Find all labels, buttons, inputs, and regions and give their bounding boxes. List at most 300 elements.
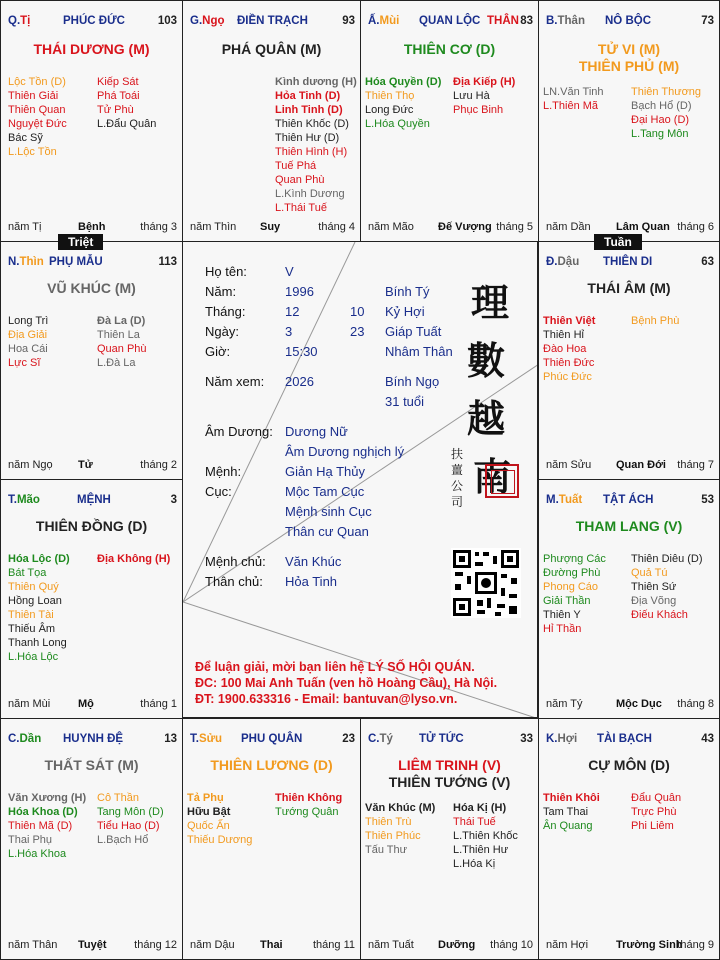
star-item: Thiên Sứ	[631, 581, 677, 593]
footer-year: năm Thân	[8, 939, 58, 951]
palace-dau	[538, 241, 720, 480]
star-item: L.Thiên Mã	[543, 100, 599, 112]
palace-age-number: 93	[342, 15, 355, 27]
palace-branch-label	[190, 15, 225, 27]
palace-branch-label	[546, 733, 577, 745]
star-item: Tướng Quân	[275, 806, 339, 818]
main-star: PHÁ QUÂN (M)	[221, 41, 322, 57]
star-list-right	[631, 85, 701, 141]
star-list-right	[97, 791, 164, 847]
star-list-left	[543, 314, 595, 384]
star-item: Thiên Đức	[543, 357, 595, 369]
star-item: Bệnh Phù	[631, 315, 680, 327]
palace-stem: Q.	[8, 15, 21, 27]
star-item: Hỉ Thần	[543, 623, 582, 635]
star-item: Văn Xương (H)	[8, 792, 87, 804]
star-list-left	[365, 801, 435, 857]
main-star: LIÊM TRINH (V)	[398, 757, 501, 773]
main-star: THIÊN PHỦ (M)	[578, 58, 680, 74]
palace-stem: T.	[190, 733, 199, 745]
star-item: Thiên Khôi	[543, 792, 600, 804]
main-star: VŨ KHÚC (M)	[47, 280, 136, 296]
main-star: THIÊN ĐỒNG (D)	[35, 518, 148, 534]
palace-branch: Mão	[16, 494, 40, 506]
palace-stem: G.	[190, 15, 203, 27]
label-gio: Giờ:	[205, 344, 231, 359]
value-thang: 12	[285, 304, 300, 319]
palace-ti	[0, 0, 183, 242]
palace-branch: Mùi	[379, 15, 400, 27]
palace-branch: Sửu	[198, 733, 222, 745]
footer-year: năm Thìn	[190, 221, 237, 233]
star-item: Tang Môn (D)	[97, 806, 164, 818]
star-item: Kiếp Sát	[97, 76, 139, 88]
star-item: Thiếu Dương	[187, 834, 253, 846]
star-item: Phục Binh	[453, 104, 504, 116]
palace-branch: Hợi	[557, 733, 578, 745]
value-menh: Giản Hạ Thủy	[285, 464, 365, 479]
footer-year: năm Dậu	[190, 939, 235, 951]
star-item: Địa Không (H)	[97, 553, 171, 565]
star-item: Bát Tọa	[8, 567, 47, 579]
palace-name: MỆNH	[77, 494, 111, 506]
star-item: Phong Cáo	[543, 581, 599, 593]
palace-age-number: 103	[157, 15, 177, 27]
footer-life-stage: Tuyệt	[78, 939, 107, 951]
star-item: Hóa Khoa (D)	[8, 806, 78, 818]
label-nam: Năm:	[205, 284, 237, 299]
contact-line-1: Để luận giải, mời bạn liên hệ LÝ SỐ HỘI QUÁN.	[195, 660, 475, 674]
value-cuc-3: Thân cư Quan	[285, 524, 369, 539]
palace-branch-label	[8, 733, 41, 745]
footer-life-stage: Mộc Dục	[616, 698, 662, 710]
palace-branch: Tý	[379, 733, 393, 745]
star-item: Kình dương (H)	[275, 76, 357, 88]
palace-name: QUAN LỘC	[419, 15, 481, 27]
star-item: Thiên Y	[543, 609, 581, 621]
label-menh: Mệnh:	[205, 464, 242, 479]
qr-code-icon	[451, 548, 521, 618]
palace-age-number: 33	[520, 733, 533, 745]
star-item: Bạch Hổ (D)	[631, 100, 692, 112]
palace-age-number: 23	[342, 733, 355, 745]
star-list-left	[8, 791, 86, 861]
star-item: Địa Giải	[8, 329, 48, 341]
star-item: Hóa Lộc (D)	[8, 553, 70, 565]
footer-life-stage: Suy	[260, 221, 281, 233]
palace-branch: Tuất	[558, 494, 583, 506]
star-list-left	[187, 791, 252, 847]
palace-mao	[0, 479, 183, 719]
star-item: Thiên Không	[275, 792, 343, 804]
main-star: CỰ MÔN (D)	[588, 757, 670, 773]
calligraphy-char-1: 理	[471, 280, 510, 325]
value-am-duong-2: Âm Dương nghịch lý	[285, 444, 405, 459]
star-list-left	[543, 85, 604, 113]
star-item: Đẩu Quân	[631, 792, 682, 804]
footer-month: tháng 12	[134, 939, 177, 951]
footer-year: năm Dần	[546, 221, 591, 233]
value-nam-can-chi: Bính Tý	[385, 284, 430, 299]
palace-mui	[360, 0, 539, 242]
footer-month: tháng 3	[140, 221, 177, 233]
star-item: Thiên Hư (D)	[275, 132, 340, 144]
star-item: Thiên Việt	[543, 315, 596, 327]
palace-footer	[8, 459, 177, 473]
main-star: THIÊN LƯƠNG (D)	[210, 757, 333, 773]
palace-footer	[8, 939, 177, 953]
palace-footer	[546, 698, 714, 712]
main-star: THAM LANG (V)	[575, 518, 683, 534]
footer-month: tháng 8	[677, 698, 714, 710]
star-item: Đại Hao (D)	[631, 114, 690, 126]
star-item: Lộc Tồn (D)	[8, 76, 66, 88]
star-item: L.Thiên Khốc	[453, 830, 518, 842]
footer-life-stage: Dưỡng	[438, 939, 476, 951]
star-item: Thiên Giải	[8, 90, 59, 102]
palace-footer	[8, 221, 177, 235]
star-item: Phi Liêm	[631, 820, 674, 832]
palace-stem: N.	[8, 256, 20, 268]
footer-life-stage: Quan Đới	[616, 459, 666, 471]
palace-stem: B.	[546, 15, 558, 27]
palace-branch-label	[8, 494, 40, 506]
star-item: Quốc Ấn	[187, 820, 230, 832]
palace-stem: K.	[546, 733, 558, 745]
triet-tag: Triệt	[58, 234, 103, 250]
value-than-chu: Hỏa Tinh	[285, 574, 338, 589]
value-ngay: 3	[285, 324, 293, 339]
palace-branch-label	[368, 733, 393, 745]
palace-tuat	[538, 479, 720, 719]
value-thang-can-chi: Kỷ Hợi	[385, 304, 425, 319]
footer-year: năm Mão	[368, 221, 414, 233]
footer-year: năm Mùi	[8, 698, 51, 710]
star-item: LN.Văn Tinh	[543, 86, 604, 98]
palace-age-number: 13	[164, 733, 177, 745]
label-than-chu: Thân chủ:	[205, 574, 263, 589]
star-item: Hữu Bật	[187, 806, 231, 818]
footer-life-stage: Trường Sinh	[616, 939, 683, 951]
footer-month: tháng 1	[140, 698, 177, 710]
star-list-right	[275, 791, 342, 819]
star-item: Giải Thần	[543, 595, 591, 607]
main-star: TỬ VI (M)	[597, 41, 661, 57]
value-ngay-am: 23	[350, 324, 365, 339]
footer-month: tháng 2	[140, 459, 177, 471]
label-menh-chu: Mệnh chủ:	[205, 554, 266, 569]
star-list-left	[8, 552, 70, 664]
footer-year: năm Ngọ	[8, 459, 53, 471]
palace-footer	[190, 939, 355, 953]
star-item: Tử Phù	[97, 104, 134, 116]
palace-branch-label	[8, 15, 30, 27]
star-item: L.Tang Môn	[631, 128, 689, 140]
footer-month: tháng 4	[318, 221, 355, 233]
footer-life-stage: Bệnh	[78, 221, 106, 233]
star-item: Đà La (D)	[97, 315, 146, 327]
palace-branch: Dậu	[557, 256, 580, 268]
value-menh-chu: Văn Khúc	[285, 554, 342, 569]
palace-name: NÔ BỘC	[605, 15, 651, 27]
palace-age-number: 113	[158, 256, 177, 268]
star-item: L.Hóa Khoa	[8, 848, 67, 860]
star-item: L.Hóa Lộc	[8, 651, 59, 663]
star-item: L.Đẩu Quân	[97, 118, 157, 130]
palace-age-number: 83	[520, 15, 533, 27]
star-item: L.Hóa Kị	[453, 858, 496, 870]
star-item: Long Đức	[365, 104, 414, 116]
star-item: Hóa Kị (H)	[453, 802, 507, 814]
palace-stem: Đ.	[546, 256, 558, 268]
star-item: Thiên Trù	[365, 816, 412, 828]
palace-stem: Ấ.	[368, 15, 380, 27]
star-list-right	[631, 791, 681, 833]
star-item: Tuế Phá	[275, 160, 317, 172]
star-item: Thiên Phúc	[365, 830, 421, 842]
palace-age-number: 43	[701, 733, 714, 745]
palace-footer	[8, 698, 177, 712]
palace-name: ĐIỀN TRẠCH	[237, 15, 308, 27]
label-am-duong: Âm Dương:	[205, 424, 273, 439]
label-cuc: Cục:	[205, 484, 232, 499]
palace-footer	[546, 221, 714, 235]
palace-name: TỬ TỨC	[419, 733, 464, 745]
palace-age-number: 3	[170, 494, 177, 506]
star-item: L.Đà La	[97, 357, 136, 369]
star-list-right	[453, 801, 518, 871]
footer-year: năm Sửu	[546, 459, 592, 471]
palace-branch: Thân	[557, 15, 585, 27]
footer-life-stage: Tử	[78, 459, 93, 471]
star-item: Quan Phù	[275, 174, 325, 186]
star-item: L.Hóa Quyền	[365, 118, 430, 130]
palace-thin	[0, 241, 183, 480]
footer-month: tháng 9	[677, 939, 714, 951]
star-item: Thiên Quan	[8, 104, 66, 116]
palace-branch: Ngọ	[202, 15, 225, 27]
value-ho-ten: V	[285, 264, 294, 279]
palace-branch-label	[190, 733, 222, 745]
star-list-right	[453, 75, 515, 117]
main-star: THIÊN TƯỚNG (V)	[388, 774, 511, 790]
footer-month: tháng 11	[312, 939, 355, 951]
palace-footer	[546, 459, 714, 473]
star-item: Quả Tú	[631, 567, 668, 579]
star-item: Thiên Quý	[8, 581, 59, 593]
footer-year: năm Tị	[8, 221, 42, 233]
palace-age-number: 73	[701, 15, 714, 27]
star-item: Thanh Long	[8, 637, 67, 649]
value-thang-am: 10	[350, 304, 365, 319]
red-seal-icon	[485, 464, 519, 498]
footer-life-stage: Mộ	[78, 698, 94, 710]
star-list-right	[97, 552, 170, 566]
palace-branch-label	[546, 15, 585, 27]
star-item: Tam Thai	[543, 806, 589, 818]
star-item: Hóa Quyền (D)	[365, 76, 442, 88]
footer-year: năm Tý	[546, 698, 583, 710]
star-item: Tả Phụ	[187, 792, 224, 804]
palace-age-number: 53	[701, 494, 714, 506]
star-item: Đào Hoa	[543, 343, 587, 355]
value-nam: 1996	[285, 284, 314, 299]
palace-footer	[190, 221, 355, 235]
palace-dan	[0, 718, 183, 960]
star-list-right	[97, 75, 156, 131]
star-item: Thái Tuế	[453, 816, 496, 828]
star-item: Quan Phù	[97, 343, 147, 355]
star-list-left	[8, 314, 48, 370]
star-item: Ân Quang	[543, 820, 593, 832]
palace-age-number: 63	[701, 256, 714, 268]
value-cuc: Mộc Tam Cục	[285, 484, 365, 499]
star-item: L.Thái Tuế	[275, 202, 327, 214]
star-item: Địa Võng	[631, 595, 677, 607]
star-item: Bác Sỹ	[8, 132, 43, 144]
star-list-right	[97, 314, 147, 370]
palace-branch-label	[368, 15, 399, 27]
value-nam-xem-can-chi: Bính Ngọ	[385, 374, 440, 389]
main-star: THIÊN CƠ (D)	[403, 41, 496, 57]
star-item: Phúc Đức	[543, 371, 592, 383]
main-star: THÁI DƯƠNG (M)	[33, 41, 150, 57]
main-star: THÁI ÂM (M)	[587, 280, 671, 296]
palace-stem: C.	[368, 733, 380, 745]
palace-branch-label	[8, 256, 44, 268]
star-item: Cô Thần	[97, 792, 139, 804]
star-item: Phá Toái	[97, 90, 140, 102]
star-item: Điếu Khách	[631, 609, 688, 621]
star-item: Phượng Các	[543, 553, 606, 565]
palace-name: HUYNH ĐỆ	[63, 733, 124, 745]
palace-hoi	[538, 718, 720, 960]
palace-stem: M.	[546, 494, 559, 506]
value-tuoi: 31 tuổi	[385, 394, 425, 409]
star-item: Thiên Thương	[631, 86, 702, 98]
footer-month: tháng 5	[496, 221, 533, 233]
value-ngay-can-chi: Giáp Tuất	[385, 324, 442, 339]
palace-branch-label	[546, 494, 582, 506]
star-list-left	[365, 75, 441, 131]
star-list-right	[631, 552, 703, 622]
star-item: L.Kình Dương	[275, 188, 345, 200]
star-item: Lực Sĩ	[8, 357, 41, 369]
star-item: Thiên Diêu (D)	[631, 553, 703, 565]
star-list-left	[543, 552, 606, 636]
than-marker: THÂN	[487, 15, 519, 27]
center-info-panel	[182, 241, 538, 718]
palace-suu	[182, 718, 361, 960]
value-cuc-2: Mệnh sinh Cục	[285, 504, 372, 519]
star-item: Thiên Hình (H)	[275, 146, 348, 158]
star-item: Thiếu Âm	[8, 623, 56, 635]
palace-name: TẬT ÁCH	[603, 494, 654, 506]
palace-name: PHU QUÂN	[241, 733, 303, 745]
footer-month: tháng 10	[490, 939, 533, 951]
value-gio: 15:30	[285, 344, 318, 359]
value-nam-xem: 2026	[285, 374, 314, 389]
label-ngay: Ngày:	[205, 324, 239, 339]
palace-stem: T.	[8, 494, 17, 506]
palace-than	[538, 0, 720, 242]
star-item: L.Bạch Hổ	[97, 834, 149, 846]
palace-footer	[368, 221, 533, 235]
palace-footer	[546, 939, 714, 953]
palace-branch: Thìn	[19, 256, 44, 268]
star-item: Linh Tinh (D)	[275, 104, 343, 116]
star-item: Hoa Cái	[8, 343, 48, 355]
star-item: Thiên La	[97, 329, 140, 341]
star-item: Tấu Thư	[365, 844, 408, 856]
star-item: Thiên Thọ	[365, 90, 415, 102]
star-list-right	[631, 314, 679, 328]
footer-year: năm Hợi	[546, 939, 589, 951]
star-item: Long Trì	[8, 315, 49, 327]
palace-ty	[360, 718, 539, 960]
calligraphy-char-4: 南	[473, 454, 512, 499]
palace-ngo	[182, 0, 361, 242]
calligraphy-char-2: 數	[467, 338, 506, 383]
palace-name: TÀI BẠCH	[597, 733, 652, 745]
footer-month: tháng 6	[677, 221, 714, 233]
star-item: L.Thiên Hư	[453, 844, 509, 856]
value-gio-can-chi: Nhâm Thân	[385, 344, 453, 359]
contact-line-3: ĐT: 1900.633316 - Email: bantuvan@lyso.vn.	[195, 692, 458, 706]
star-item: Lưu Hà	[453, 90, 490, 102]
star-item: L.Lộc Tồn	[8, 146, 57, 158]
palace-branch-label	[546, 256, 579, 268]
star-item: Nguyệt Đức	[8, 118, 67, 130]
side-calligraphy: 扶 薑 公 司	[451, 447, 464, 509]
tuan-tag: Tuần	[594, 234, 642, 250]
footer-life-stage: Lâm Quan	[616, 221, 670, 233]
footer-life-stage: Thai	[260, 939, 283, 951]
star-item: Tiểu Hao (D)	[97, 820, 160, 832]
footer-year: năm Tuất	[368, 939, 414, 951]
value-am-duong: Dương Nữ	[285, 424, 348, 439]
star-list-left	[543, 791, 600, 833]
star-item: Thai Phụ	[8, 834, 53, 846]
star-list-right	[275, 75, 357, 215]
palace-name: PHỤ MẪU	[49, 256, 103, 268]
palace-branch: Dần	[19, 733, 42, 745]
star-item: Hỏa Tinh (D)	[275, 90, 341, 102]
palace-name: PHÚC ĐỨC	[63, 15, 125, 27]
star-item: Trực Phù	[631, 806, 677, 818]
palace-name: THIÊN DI	[603, 256, 653, 268]
star-item: Hồng Loan	[8, 595, 62, 607]
palace-footer	[368, 939, 533, 953]
star-item: Thiên Tài	[8, 609, 54, 621]
footer-life-stage: Đế Vượng	[438, 221, 492, 233]
label-ho-ten: Họ tên:	[205, 264, 247, 279]
star-item: Văn Khúc (M)	[365, 802, 436, 814]
palace-stem: C.	[8, 733, 20, 745]
star-item: Thiên Khốc (D)	[275, 118, 349, 130]
footer-month: tháng 7	[677, 459, 714, 471]
calligraphy-char-3: 越	[467, 396, 506, 441]
star-item: Đường Phù	[543, 567, 601, 579]
star-list-left	[8, 75, 67, 159]
palace-branch: Tị	[20, 15, 31, 27]
star-item: Địa Kiếp (H)	[453, 76, 516, 88]
star-item: Thiên Hỉ	[543, 329, 584, 341]
label-nam-xem: Năm xem:	[205, 374, 265, 389]
label-thang: Tháng:	[205, 304, 246, 319]
star-item: Thiên Mã (D)	[8, 820, 73, 832]
contact-line-2: ĐC: 100 Mai Anh Tuấn (ven hồ Hoàng Cầu), Hà Nội.	[195, 676, 498, 690]
